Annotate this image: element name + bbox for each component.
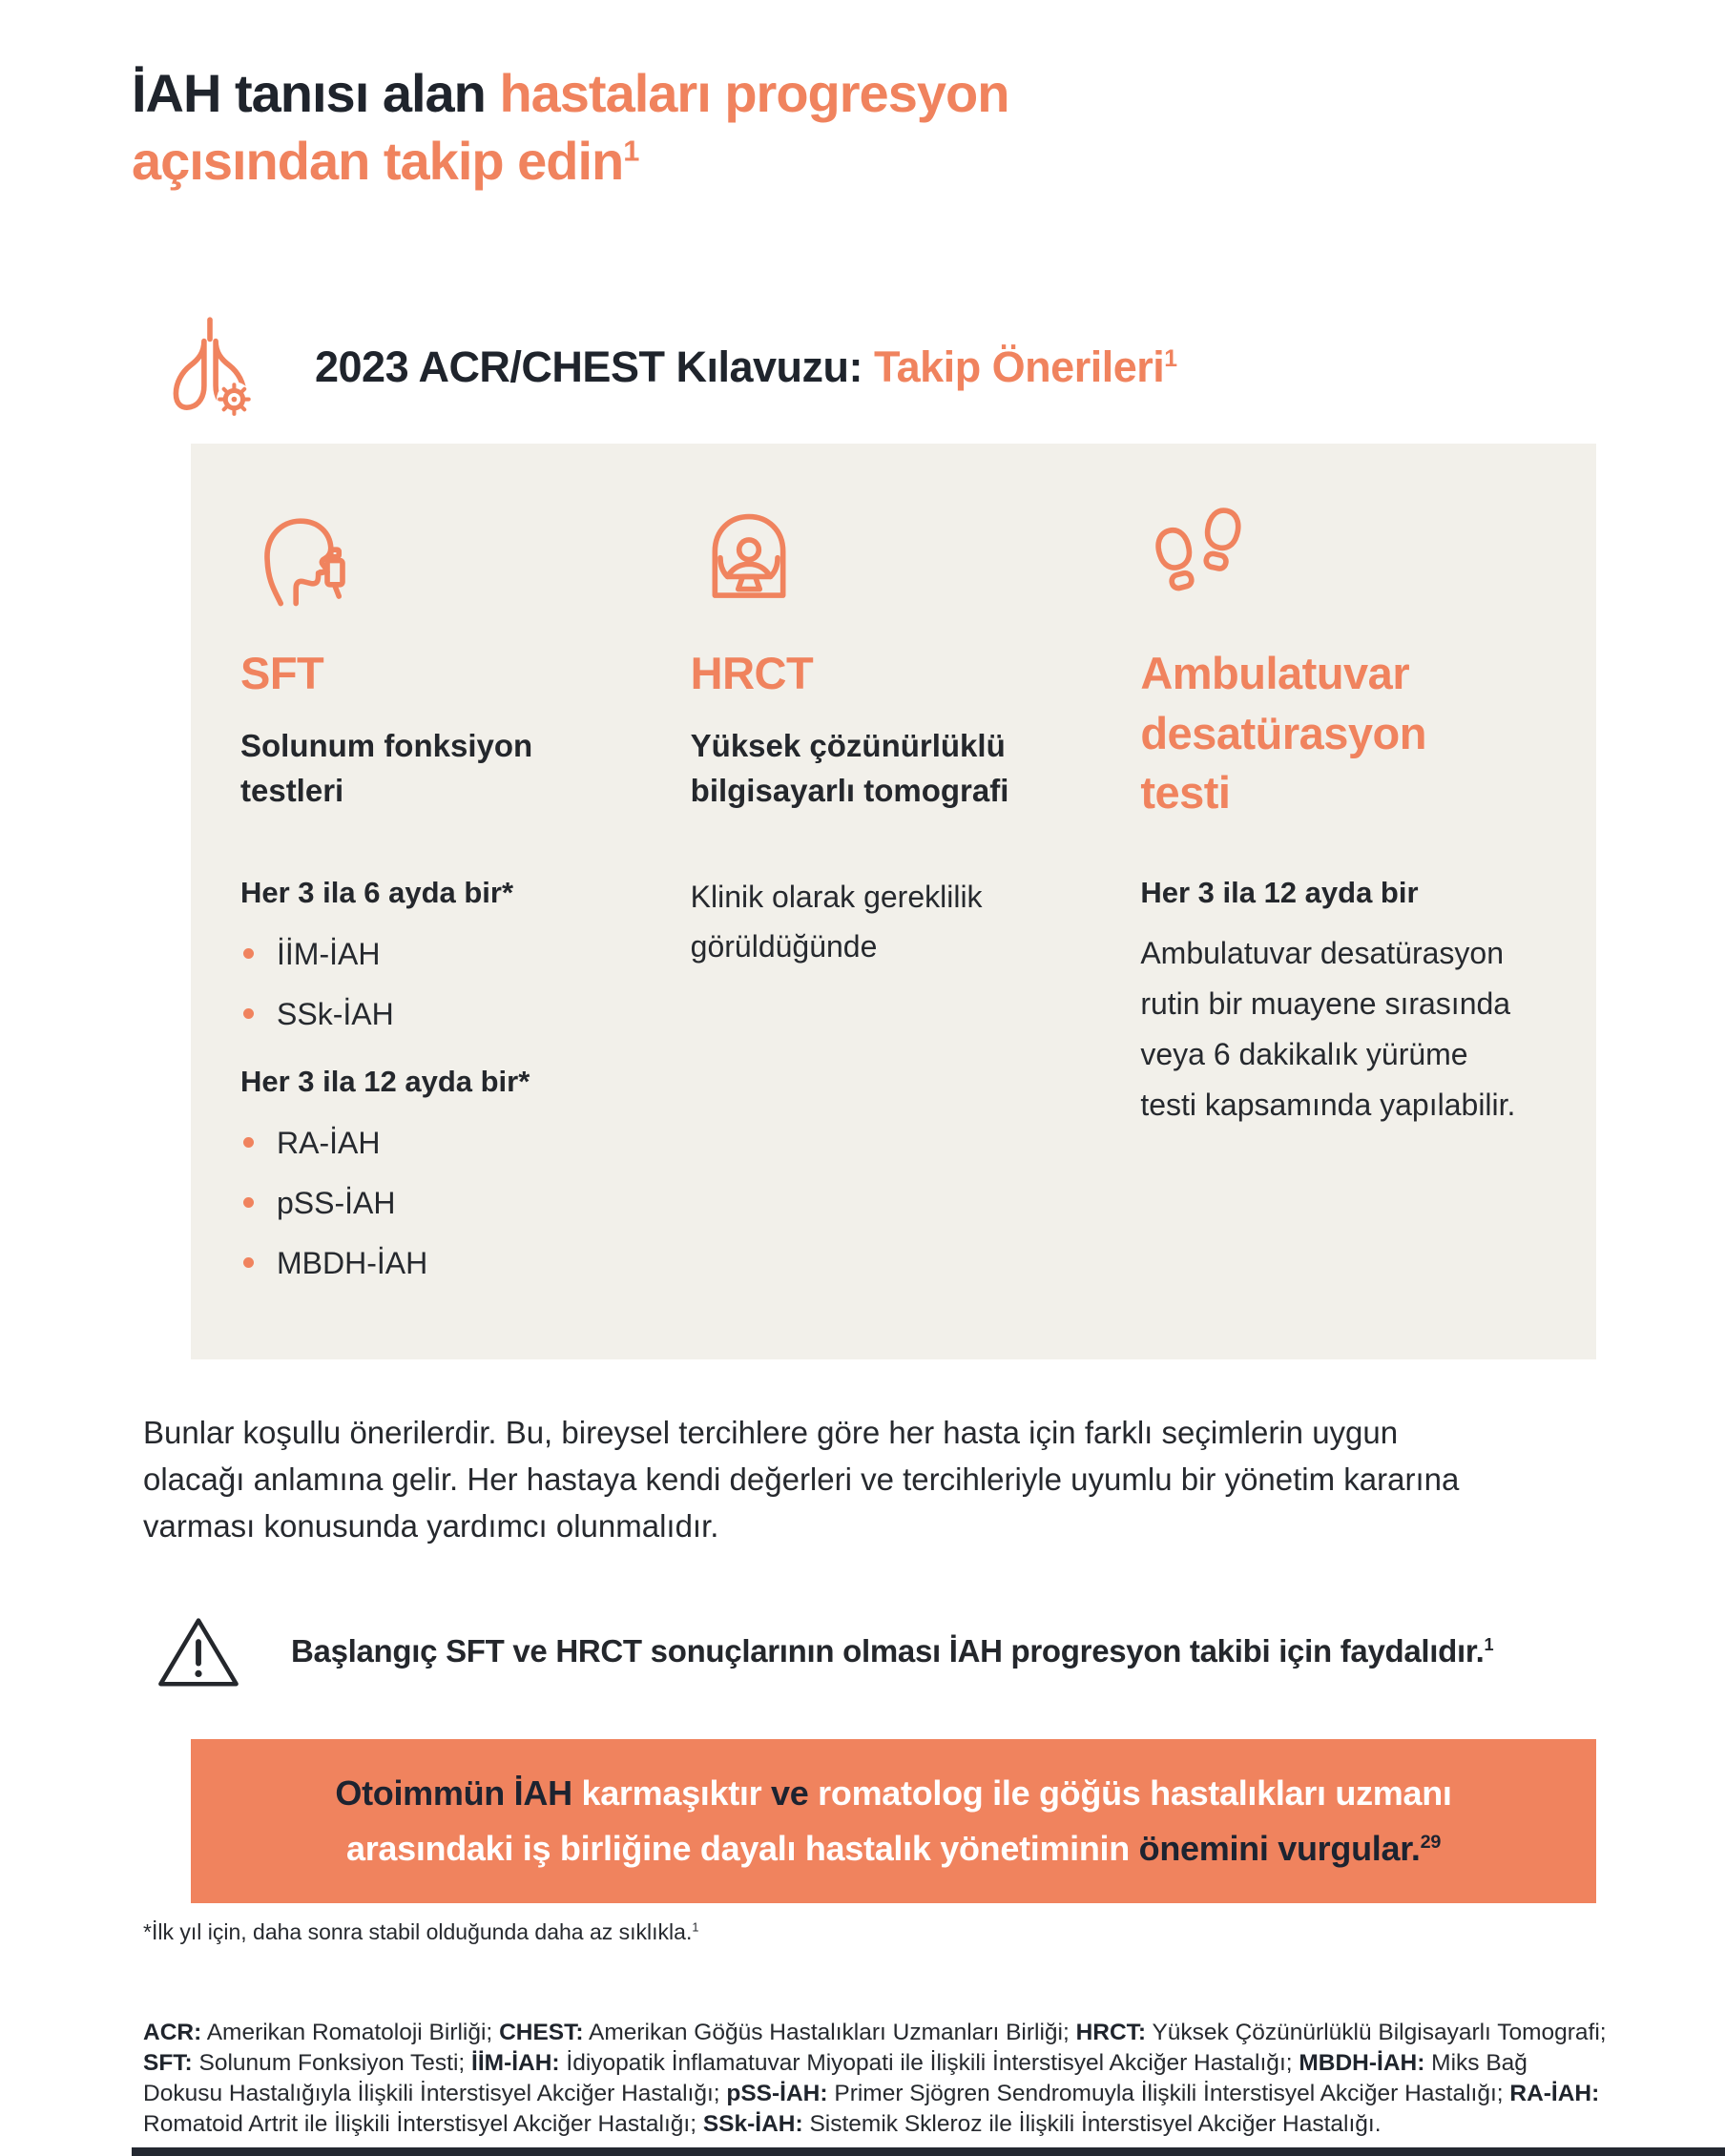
column-sft: [240, 495, 647, 1308]
abbreviation-term: RA-İAH:: [1509, 2081, 1600, 2107]
schedule-heading: Her 3 ila 6 ayda bir*: [240, 876, 514, 909]
spirometry-icon-wrap: [240, 495, 647, 617]
abbreviation-definition: Romatoid Artrit ile İlişkili İnterstisyel Akciğer Hastalığı;: [143, 2111, 703, 2138]
warning-triangle-icon: [156, 1612, 241, 1690]
column-hrct: [691, 495, 1097, 1308]
footnote: [143, 1919, 698, 1945]
abbreviation-term: ACR:: [143, 2019, 202, 2045]
column-note-line: görüldüğünde: [690, 928, 878, 964]
schedule-heading: Her 3 ila 12 ayda bir*: [240, 1065, 530, 1099]
abbreviation-term: HRCT:: [1075, 2019, 1147, 2045]
column-hrct-head: [691, 495, 1097, 873]
guideline-title-dark: 2023 ACR/CHEST Kılavuzu:: [315, 342, 874, 391]
column-title: [1140, 644, 1547, 823]
column-ambulatory: [1140, 495, 1547, 1308]
body-paragraph-line: Bunlar koşullu önerilerdir. Bu, bireysel tercihlere göre her hasta için farklı seçimlerin uygun: [143, 1415, 1399, 1450]
banner-segment: ve: [771, 1773, 809, 1814]
column-note-line: testi kapsamında yapılabilir.: [1140, 1088, 1516, 1123]
abbreviation-term: pSS-İAH:: [726, 2081, 828, 2107]
page-title-accent: hastaları progresyon: [499, 62, 1009, 123]
column-note-line: Ambulatuvar desatürasyon: [1140, 935, 1504, 970]
abbreviation-definition: Amerikan Göğüs Hastalıkları Uzmanları Birliği;: [583, 2019, 1076, 2045]
ct-scanner-icon: [691, 495, 807, 612]
list-item: MBDH-İAH: [240, 1243, 647, 1284]
list-item: pSS-İAH: [240, 1183, 647, 1224]
guideline-title-accent: Takip Önerileri: [873, 342, 1165, 391]
column-note: [691, 873, 1097, 972]
footprints-icon: [1140, 495, 1257, 612]
page-title: [132, 59, 1229, 195]
bullet-list: [240, 934, 647, 1035]
footprints-icon-wrap: [1140, 495, 1547, 617]
banner-segment: Otoimmün İAH: [335, 1773, 572, 1814]
spirometry-icon: [240, 495, 357, 612]
abbreviation-definition: Amerikan Romatoloji Birliği;: [201, 2019, 500, 2045]
abbreviation-term: MBDH-İAH:: [1299, 2049, 1425, 2076]
body-paragraph: [143, 1410, 1631, 1549]
column-note-line: veya 6 dakikalık yürüme: [1140, 1037, 1468, 1072]
abbreviation-term: SFT:: [143, 2049, 193, 2076]
abbreviation-definition: Sistemik Skleroz ile İlişkili İnterstisyel Akciğer Hastalığı.: [802, 2111, 1382, 2138]
column-subtitle-line: Yüksek çözünürlüklü: [690, 727, 1006, 763]
guideline-title: [315, 342, 1177, 392]
banner-segment: karmaşıktır: [572, 1773, 772, 1814]
warning-text-body: Başlangıç SFT ve HRCT sonuçlarının olması İAH progresyon takibi için faydalıdır.: [291, 1633, 1485, 1669]
page-title-dark: İAH tanısı alan: [132, 62, 500, 123]
column-subtitle-line: bilgisayarlı tomografi: [690, 773, 1009, 809]
abbreviation-definition: Yüksek Çözünürlüklü Bilgisayarlı Tomografi;: [1146, 2019, 1607, 2045]
abbreviation-definition: İdiyopatik İnflamatuvar Miyopati ile İlişkili İnterstisyel Akciğer Hastalığı;: [559, 2049, 1299, 2076]
warning-reference: 1: [1484, 1635, 1494, 1654]
banner-segment: romatolog ile göğüs hastalıkları uzmanı: [808, 1773, 1452, 1814]
list-item: İİM-İAH: [240, 934, 647, 975]
column-title-line: desatürasyon: [1140, 707, 1426, 758]
list-item: SSk-İAH: [240, 994, 647, 1035]
schedule-heading: Her 3 ila 12 ayda bir: [1140, 876, 1419, 909]
column-note-line: rutin bir muayene sırasında: [1140, 985, 1511, 1021]
guideline-header: [153, 307, 1177, 427]
column-note-line: Klinik olarak gereklilik: [690, 880, 983, 914]
abbreviation-term: SSk-İAH:: [702, 2111, 803, 2138]
abbreviation-term: İİM-İAH:: [471, 2049, 560, 2076]
body-paragraph-line: varması konusunda yardımcı olunmalıdır.: [143, 1507, 719, 1544]
abbreviation-definition: Primer Sjögren Sendromuyla İlişkili İnterstisyel Akciğer Hastalığı;: [827, 2081, 1510, 2107]
banner-segment: önemini vurgular.: [1138, 1829, 1421, 1868]
column-ambulatory-head: [1140, 495, 1547, 873]
column-subtitle: [691, 723, 1097, 815]
column-note: [1140, 928, 1547, 1130]
warning-text: [291, 1633, 1493, 1669]
warning-note: [156, 1612, 1493, 1690]
highlight-banner: [191, 1739, 1596, 1903]
banner-segment: arasındaki iş birliğine dayalı hastalık yönetiminin: [345, 1829, 1139, 1868]
abbreviation-definition: Miks Bağ Dokusu Hastalığıyla İlişkili İnterstisyel Akciğer Hastalığı;: [143, 2049, 1528, 2107]
abbreviation-definition: Solunum Fonksiyon Testi;: [192, 2049, 472, 2076]
column-title: SFT: [240, 648, 324, 698]
footnote-reference: 1: [692, 1920, 699, 1935]
banner-text: [335, 1766, 1451, 1876]
banner-reference: 29: [1420, 1832, 1442, 1853]
abbreviations: [143, 2018, 1612, 2141]
column-subtitle-line: testleri: [240, 773, 344, 809]
column-title-line: testi: [1140, 767, 1231, 818]
lungs-gear-icon: [153, 307, 267, 427]
ct-scanner-icon-wrap: [691, 495, 1097, 617]
page-title-reference: 1: [623, 133, 639, 167]
footnote-text: *İlk yıl için, daha sonra stabil olduğunda daha az sıklıkla.: [143, 1919, 693, 1944]
column-title-line: Ambulatuvar: [1140, 648, 1410, 698]
bottom-bar: [132, 2147, 1725, 2156]
column-subtitle: [240, 723, 647, 815]
recommendations-panel: [191, 444, 1596, 1359]
bullet-list: [240, 1123, 647, 1285]
page-title-accent-line2: açısından takip edin: [132, 130, 624, 191]
column-subtitle-line: Solunum fonksiyon: [240, 727, 533, 763]
abbreviation-term: CHEST:: [499, 2019, 584, 2045]
column-sft-head: [240, 495, 647, 873]
guideline-title-reference: 1: [1164, 346, 1177, 372]
body-paragraph-line: olacağı anlamına gelir. Her hastaya kendi değerleri ve tercihleriyle uyumlu bir yönetim kararına: [143, 1461, 1460, 1497]
column-title: HRCT: [690, 648, 814, 698]
list-item: RA-İAH: [240, 1123, 647, 1164]
